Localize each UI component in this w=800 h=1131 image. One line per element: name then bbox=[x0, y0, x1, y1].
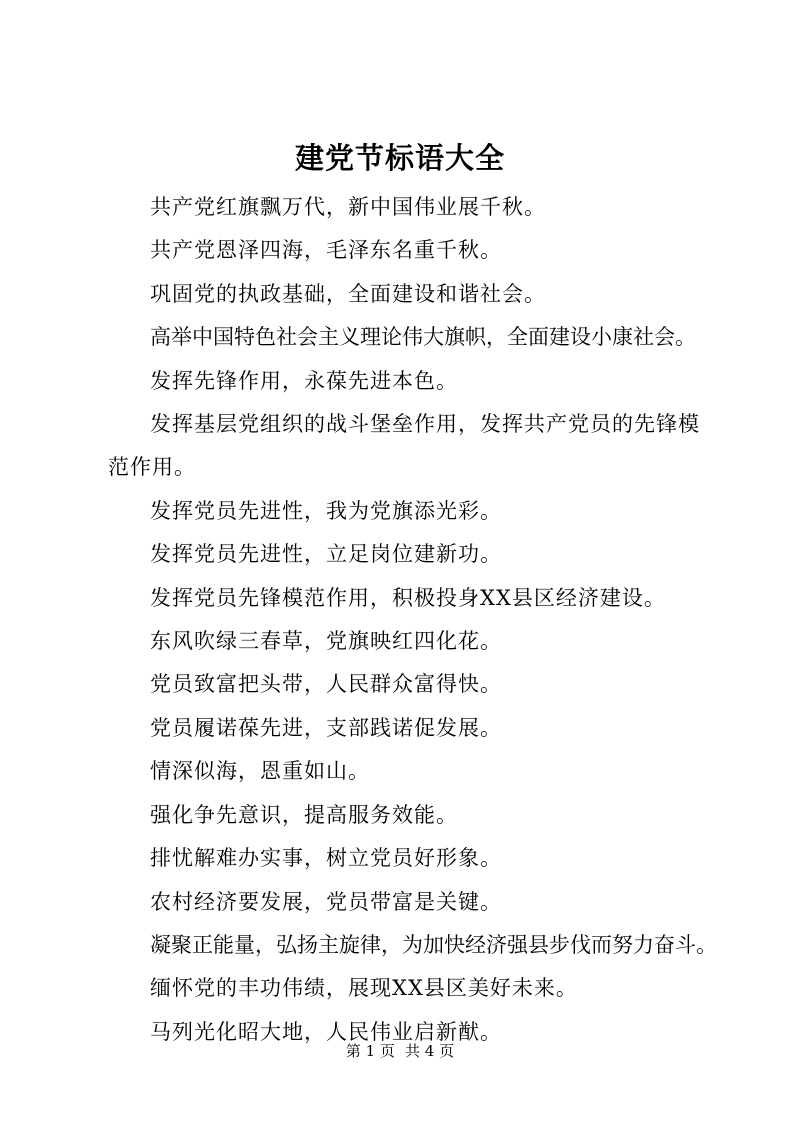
slogan-item: 共产党红旗飘万代，新中国伟业展千秋。 bbox=[150, 195, 546, 219]
slogan-item: 发挥党员先进性，立足岗位建新功。 bbox=[150, 542, 502, 567]
slogan-list bbox=[108, 186, 720, 1054]
slogan-item: 发挥党员先进性，我为党旗添光彩。 bbox=[150, 498, 502, 523]
slogan-item: 共产党恩泽四海，毛泽东名重千秋。 bbox=[150, 238, 502, 263]
page-title: 建党节标语大全 bbox=[294, 141, 505, 175]
slogan-item: 情深似海，恩重如山。 bbox=[150, 759, 370, 784]
page-total: 共 4 页 bbox=[405, 1042, 455, 1060]
slogan-item: 马列光化昭大地，人民伟业启新猷。 bbox=[150, 1019, 502, 1044]
slogan-item: 发挥党员先锋模范作用，积极投身XX县区经济建设。 bbox=[150, 585, 666, 610]
slogan-item: 强化争先意识，提高服务效能。 bbox=[150, 802, 458, 827]
slogan-item: 党员履诺葆先进，支部践诺促发展。 bbox=[150, 715, 502, 740]
slogan-item: 农村经济要发展，党员带富是关键。 bbox=[150, 889, 502, 914]
slogan-item: 巩固党的执政基础，全面建设和谐社会。 bbox=[150, 281, 546, 306]
slogan-item: 发挥先锋作用，永葆先进本色。 bbox=[150, 368, 458, 393]
slogan-item: 缅怀党的丰功伟绩，展现XX县区美好未来。 bbox=[150, 976, 578, 1001]
page-number: 第 1 页 bbox=[345, 1042, 395, 1060]
slogan-item: 凝聚正能量，弘扬主旋律，为加快经济强县步伐而努力奋斗。 bbox=[150, 932, 717, 957]
page-footer bbox=[0, 1041, 800, 1061]
slogan-item: 东风吹绿三春草，党旗映红四化花。 bbox=[150, 629, 502, 654]
slogan-item: 排忧解难办实事，树立党员好形象。 bbox=[150, 846, 502, 871]
slogan-item: 发挥基层党组织的战斗堡垒作用，发挥共产党员的先锋模范作用。 bbox=[108, 412, 700, 480]
slogan-item: 党员致富把头带，人民群众富得快。 bbox=[150, 672, 502, 697]
slogan-item: 高举中国特色社会主义理论伟大旗帜，全面建设小康社会。 bbox=[150, 325, 696, 350]
